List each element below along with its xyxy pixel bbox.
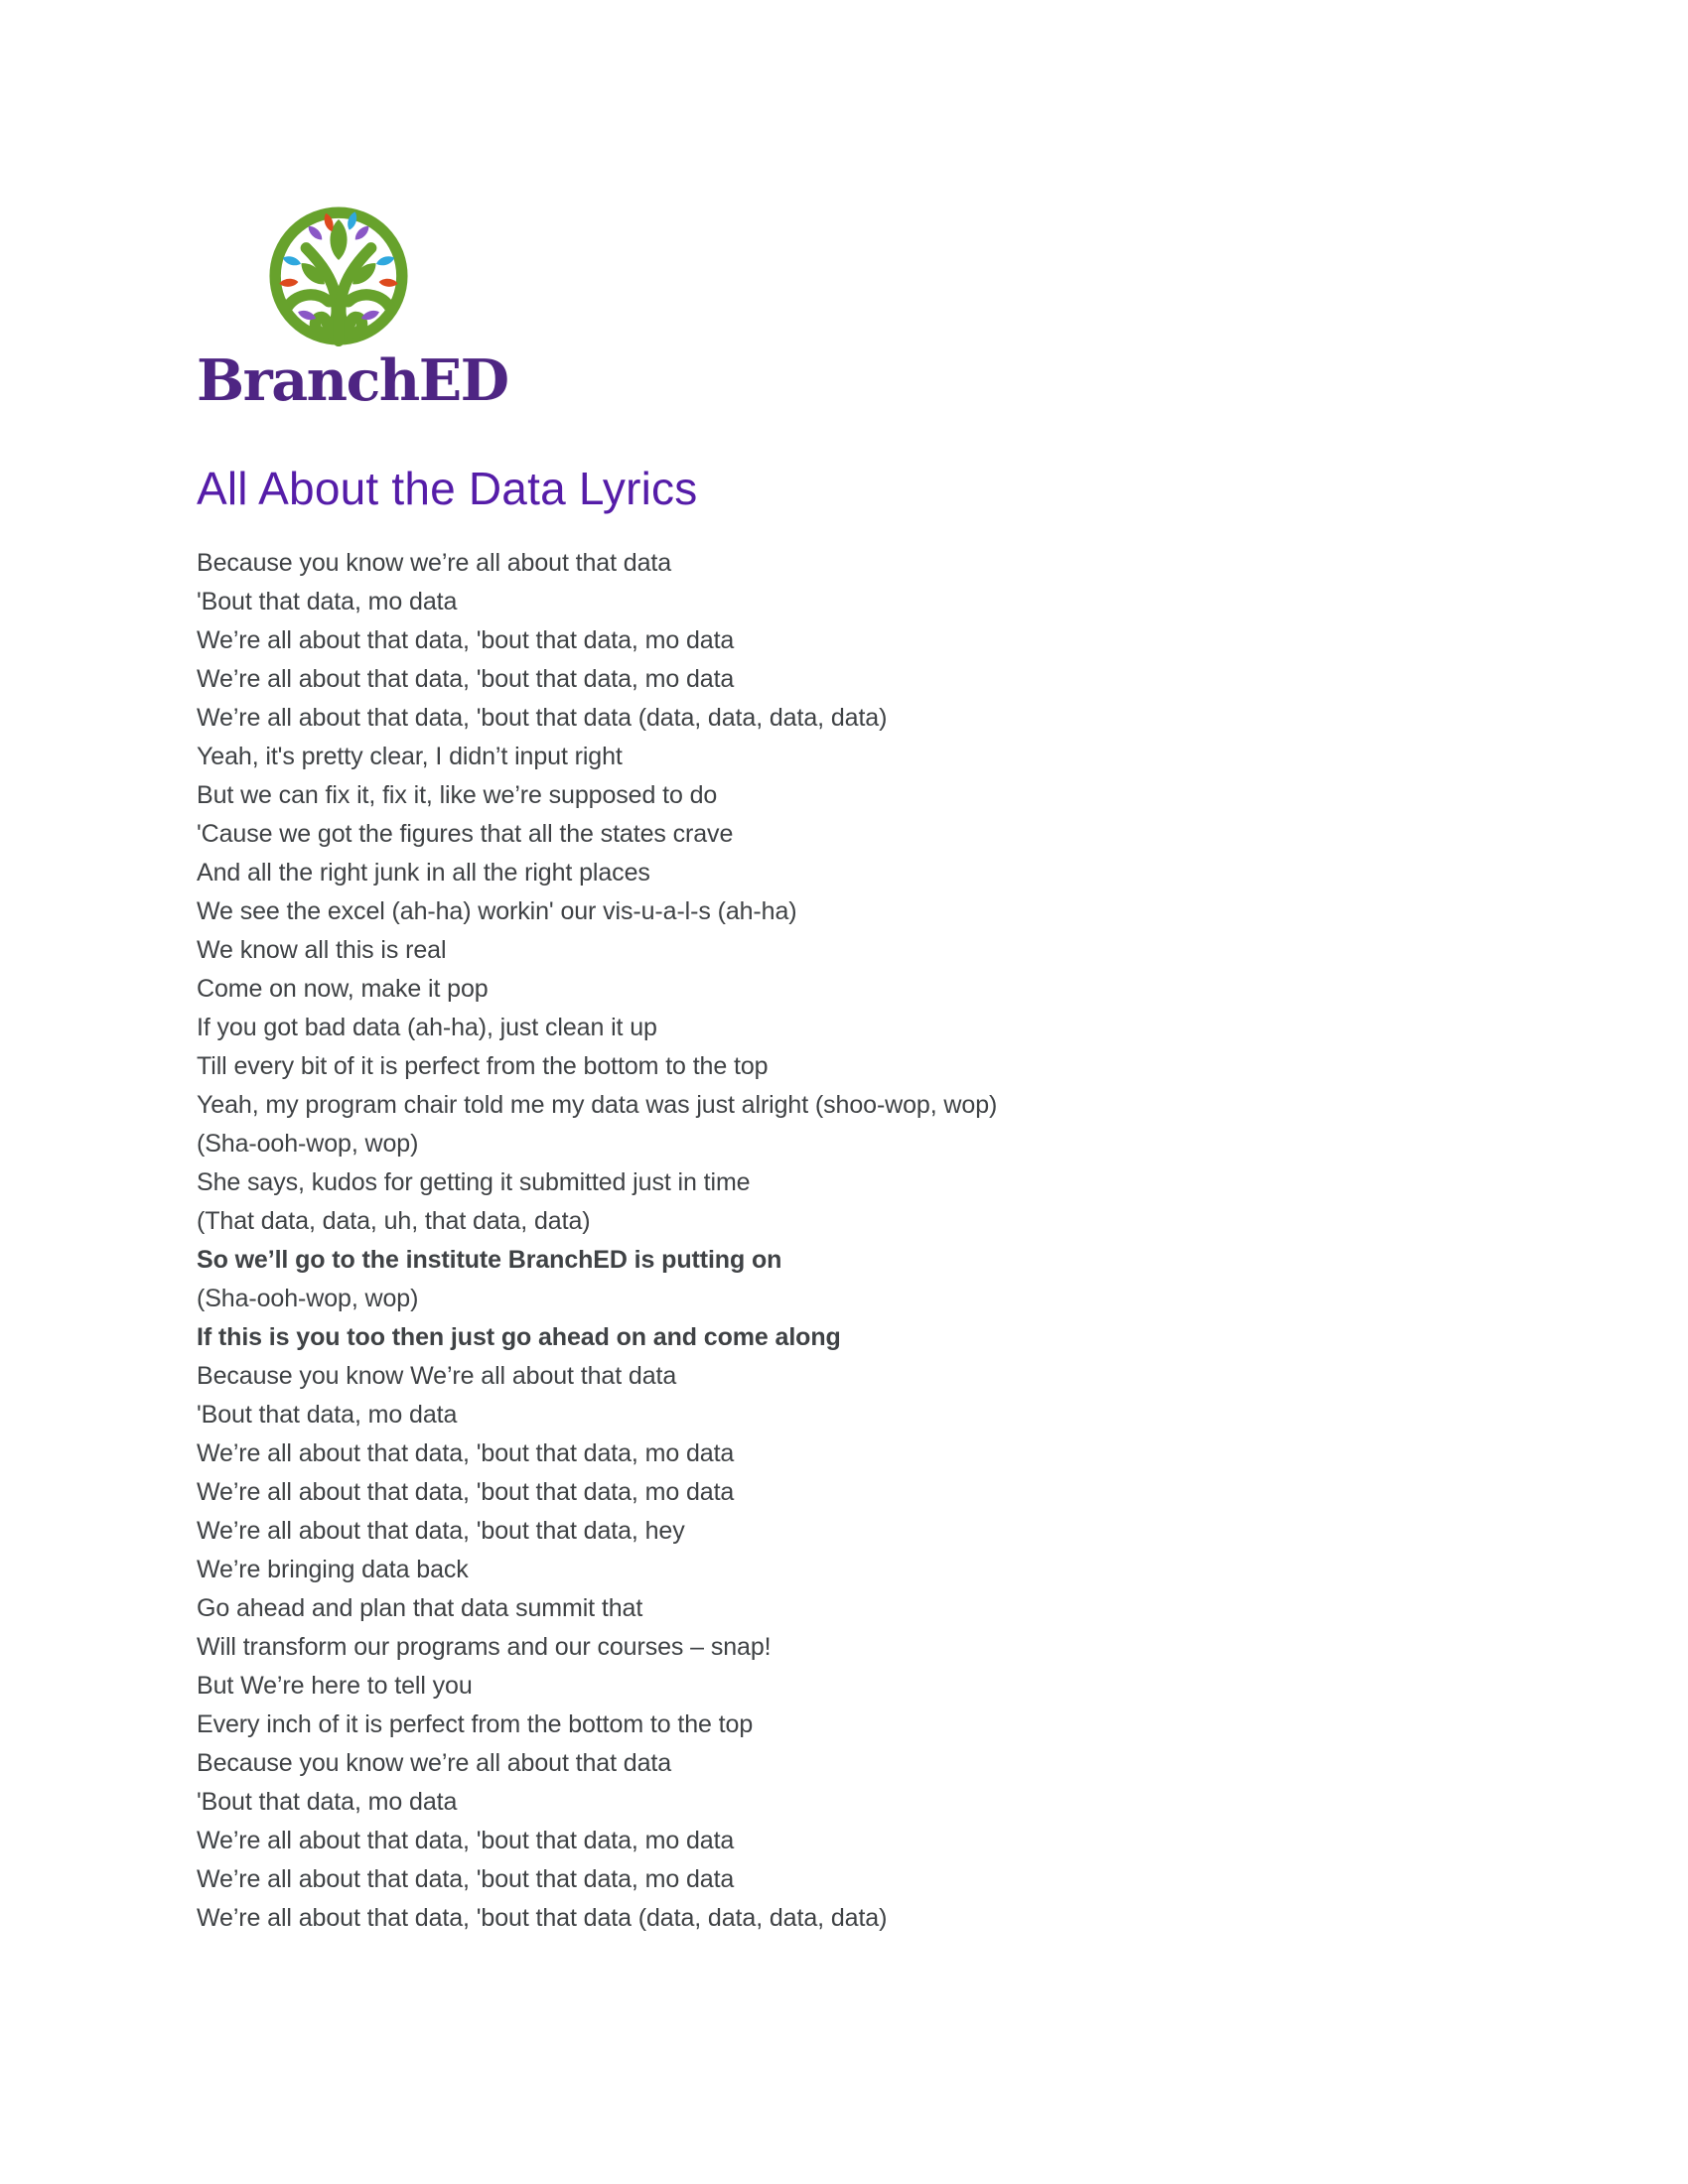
lyric-line: We’re all about that data, 'bout that data (data, data, data, data) [197,704,888,732]
page-title: All About the Data Lyrics [197,463,698,514]
lyrics [197,544,1688,1938]
lyric-line: We’re all about that data, 'bout that data (data, data, data, data) [197,1904,888,1932]
lyric-line: And all the right junk in all the right places [197,859,650,887]
lyric-line: We’re all about that data, 'bout that data, mo data [197,1478,735,1506]
leaf-icon [279,278,299,288]
leaf-icon [282,254,303,268]
lyric-line: Every inch of it is perfect from the bottom to the top [197,1710,754,1738]
lyric-line: We know all this is real [197,936,447,964]
lyric-line: 'Bout that data, mo data [197,1788,458,1816]
lyric-line: Come on now, make it pop [197,975,489,1003]
lyric-line: Will transform our programs and our courses – snap! [197,1633,772,1661]
lyric-line: We’re all about that data, 'bout that data, mo data [197,1865,735,1893]
lyric-line: We’re all about that data, 'bout that data, mo data [197,626,735,654]
lyric-line: If this is you too then just go ahead on and come along [197,1323,841,1351]
lyric-line: Go ahead and plan that data summit that [197,1594,643,1622]
lyric-line: 'Bout that data, mo data [197,1401,458,1429]
lyric-line: So we’ll go to the institute BranchED is putting on [197,1246,782,1274]
lyric-line: Yeah, my program chair told me my data was just alright (shoo-wop, wop) [197,1091,998,1119]
branched-tree-logo-icon [263,201,414,351]
leaf-icon [352,223,371,242]
lyric-line: She says, kudos for getting it submitted just in time [197,1168,751,1196]
lyric-line: Because you know we’re all about that data [197,549,672,577]
lyric-line: We’re all about that data, 'bout that data, mo data [197,665,735,693]
leaf-icon [378,278,398,288]
lyric-line: 'Cause we got the figures that all the states crave [197,820,734,848]
branched-logo [197,201,508,414]
lyric-line: 'Bout that data, mo data [197,588,458,615]
lyric-line: But we can fix it, fix it, like we’re supposed to do [197,781,718,809]
leaf-icon [375,254,396,268]
lyric-line: We’re all about that data, 'bout that data, mo data [197,1439,735,1467]
lyric-line: Because you know We’re all about that data [197,1362,677,1390]
lyric-line: Till every bit of it is perfect from the bottom to the top [197,1052,769,1080]
leaf-icon [306,223,325,242]
lyric-line: If you got bad data (ah-ha), just clean it up [197,1014,657,1041]
lyric-line: We’re all about that data, 'bout that data, hey [197,1517,685,1545]
lyric-line: Yeah, it's pretty clear, I didn’t input right [197,743,623,770]
lyric-line: (Sha-ooh-wop, wop) [197,1130,419,1158]
lyric-line: We see the excel (ah-ha) workin' our vis-u-a-l-s (ah-ha) [197,897,797,925]
lyric-line: Because you know we’re all about that data [197,1749,672,1777]
lyric-line: (That data, data, uh, that data, data) [197,1207,591,1235]
lyric-line: We’re all about that data, 'bout that data, mo data [197,1827,735,1854]
lyric-line: (Sha-ooh-wop, wop) [197,1285,419,1312]
lyric-line: But We’re here to tell you [197,1672,473,1700]
lyric-line: We’re bringing data back [197,1556,469,1583]
brand-wordmark: BranchED [197,347,508,414]
